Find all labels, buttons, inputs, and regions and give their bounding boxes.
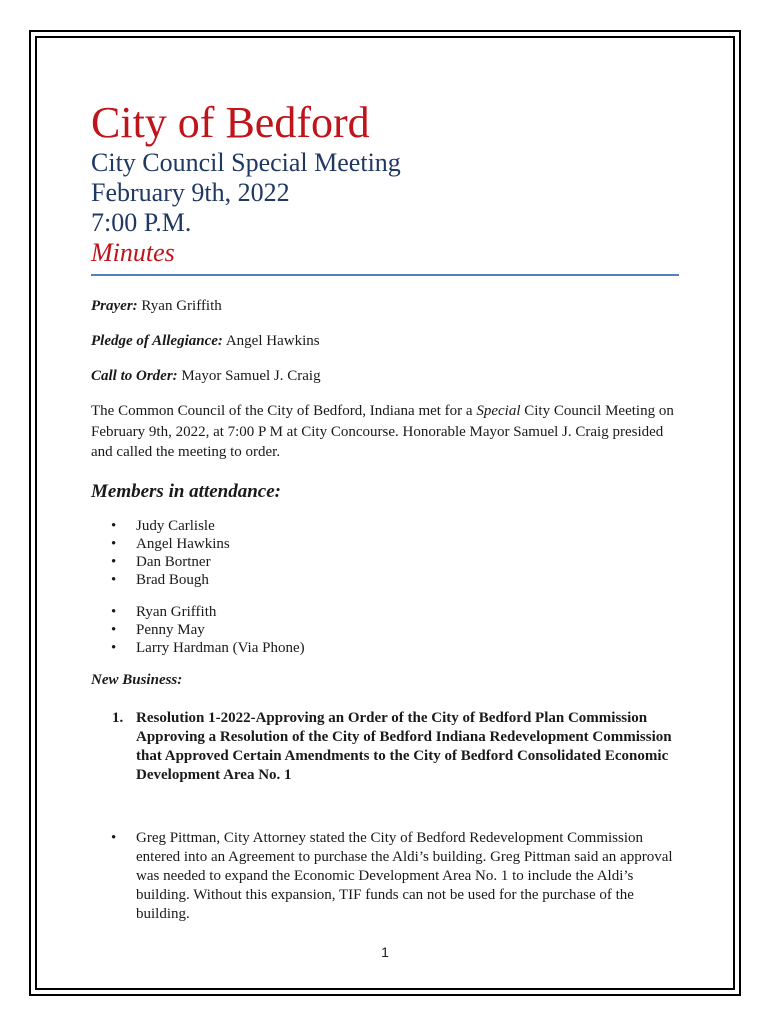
list-item: • Angel Hawkins xyxy=(91,535,681,553)
page-number: 1 xyxy=(381,944,389,960)
pledge-value: Angel Hawkins xyxy=(225,333,320,349)
members-list-1 xyxy=(91,517,681,589)
new-business-heading: New Business: xyxy=(91,671,183,688)
resolution-text: Resolution 1-2022-Approving an Order of the City of Bedford Plan Commission Approving a Resolution of the City of Bedford Indiana Redevelopment Commission that Approved Certain Amendments to the City of Bedford Consolidated Economic Development Area No. 1 xyxy=(136,709,672,783)
meeting-time: 7:00 P.M. xyxy=(91,208,192,237)
list-item: • Larry Hardman (Via Phone) xyxy=(91,639,681,657)
members-heading: Members in attendance: xyxy=(91,480,281,502)
prayer-value: Ryan Griffith xyxy=(141,298,222,314)
prayer-label: Prayer: xyxy=(91,298,138,314)
header-divider xyxy=(91,274,679,276)
call-to-order-line xyxy=(91,366,681,386)
pledge-line xyxy=(91,331,681,351)
pledge-label: Pledge of Allegiance: xyxy=(91,333,223,349)
intro-emphasis: Special xyxy=(476,403,521,419)
call-to-order-label: Call to Order: xyxy=(91,368,178,384)
resolution-number: 1. xyxy=(112,709,124,726)
meeting-name: City Council Special Meeting xyxy=(91,148,401,177)
meeting-date: February 9th, 2022 xyxy=(91,178,290,207)
list-item: • Judy Carlisle xyxy=(91,517,681,535)
city-title: City of Bedford xyxy=(91,98,370,147)
list-item: • Ryan Griffith xyxy=(91,603,681,621)
prayer-line xyxy=(91,296,681,316)
list-item: • Dan Bortner xyxy=(91,553,681,571)
members-list-2 xyxy=(91,603,681,657)
list-item: • Penny May xyxy=(91,621,681,639)
intro-text-start: The Common Council of the City of Bedford, Indiana met for a xyxy=(91,403,477,419)
call-to-order-value: Mayor Samuel J. Craig xyxy=(181,368,321,384)
resolution-note: • Greg Pittman, City Attorney stated the City of Bedford Redevelopment Commission entered into an Agreement to purchase the Aldi’s building. Greg Pittman said an approval was needed to expand the Economic Development Area No. 1 to include the Aldi’s building. Without this expansion, TIF funds can not be used for the purchase of the building. xyxy=(91,829,681,924)
list-item: • Brad Bough xyxy=(91,571,681,589)
intro-paragraph xyxy=(91,401,681,463)
intro-text-end: City Council Meeting on February 9th, 2022, at 7:00 P M at City Concourse. Honorable Mayor Samuel J. Craig presided and called the meeting to order. xyxy=(91,403,674,460)
document-page xyxy=(91,98,681,924)
resolution-item xyxy=(91,709,681,785)
document-type: Minutes xyxy=(91,238,175,267)
